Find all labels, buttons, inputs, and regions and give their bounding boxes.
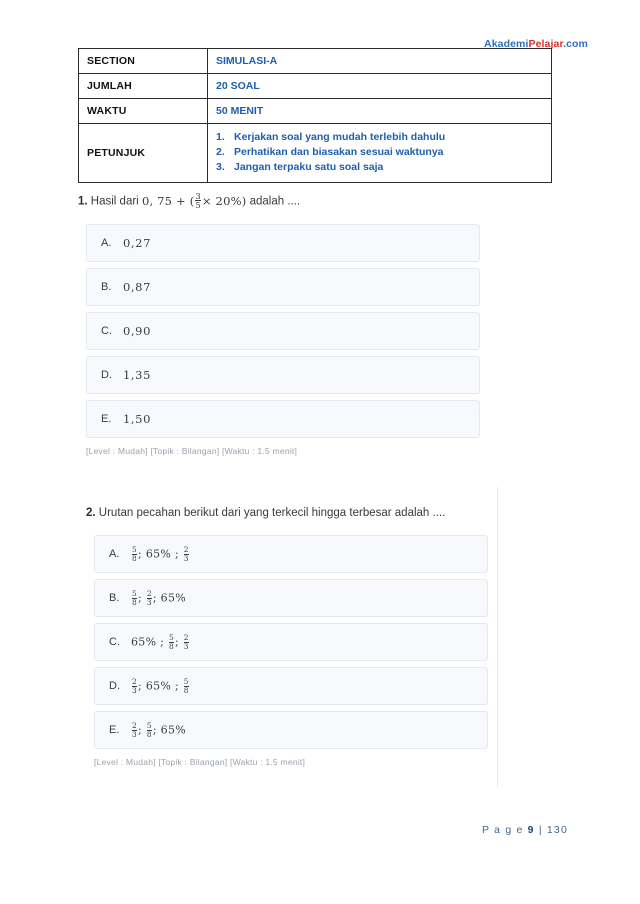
label-waktu: WAKTU	[79, 99, 208, 124]
fraction	[132, 590, 137, 607]
question-meta-2: [Level : Mudah] [Topik : Bilangan] [Waktu : 1.5 menit]	[94, 757, 306, 767]
label-jumlah: JUMLAH	[79, 74, 208, 99]
fraction-numerator: 5	[183, 676, 189, 686]
fraction	[184, 678, 189, 695]
instruction-list	[216, 130, 543, 175]
fraction-numerator: 5	[146, 720, 152, 730]
option-text: 0,87	[123, 279, 152, 294]
value-petunjuk	[208, 124, 552, 183]
footer-page-number: 9	[527, 824, 535, 836]
question-prompt-2	[86, 505, 552, 521]
fraction-numerator: 5	[132, 588, 138, 598]
list-item	[216, 130, 543, 145]
option-text	[131, 590, 186, 607]
option-e-q2[interactable]	[94, 711, 488, 749]
option-b-q2[interactable]	[94, 579, 488, 617]
math-part-b: × 20%)	[201, 193, 247, 208]
table-row-jumlah	[79, 74, 552, 99]
fraction	[184, 546, 189, 563]
fraction-denominator: 3	[183, 553, 189, 563]
question-number-2: 2.	[86, 507, 96, 519]
brand-part-2: Pelajar	[528, 38, 564, 50]
question-math-1	[141, 191, 247, 211]
fraction-numerator: 2	[146, 588, 152, 598]
question-prompt-post-1: adalah ....	[246, 195, 301, 208]
math-text: ; 65%	[152, 591, 186, 605]
fraction-numerator: 3	[195, 191, 201, 201]
option-letter: B.	[101, 280, 112, 293]
instruction-text: Perhatikan dan biasakan sesuai waktunya	[234, 146, 444, 158]
option-text	[131, 634, 190, 651]
value-section: SIMULASI-A	[208, 49, 552, 74]
option-a-q2[interactable]	[94, 535, 488, 573]
fraction-numerator: 2	[132, 676, 138, 686]
fraction	[132, 678, 137, 695]
math-part-a: 0, 75 + (	[141, 193, 195, 208]
option-c-q1[interactable]	[86, 312, 480, 350]
value-jumlah: 20 SOAL	[208, 74, 552, 99]
fraction-numerator: 2	[183, 544, 189, 554]
label-section: SECTION	[79, 49, 208, 74]
fraction-numerator: 2	[183, 632, 189, 642]
option-letter: E.	[109, 724, 120, 736]
brand-part-3: .com	[563, 38, 588, 50]
math-text: ;	[174, 635, 183, 649]
fraction-denominator: 8	[146, 729, 152, 739]
instruction-number: 3.	[216, 161, 225, 173]
table-row-section	[79, 49, 552, 74]
fraction	[147, 722, 152, 739]
list-item	[216, 145, 543, 160]
fraction	[169, 634, 174, 651]
page-footer	[482, 824, 568, 836]
value-waktu: 50 MENIT	[208, 99, 552, 124]
option-text: 0,90	[123, 323, 152, 338]
fraction-denominator: 3	[132, 729, 138, 739]
fraction-numerator: 2	[132, 720, 138, 730]
math-text: ;	[138, 723, 146, 737]
fraction	[147, 590, 152, 607]
instruction-text: Jangan terpaku satu soal saja	[234, 161, 384, 173]
option-letter: E.	[101, 412, 112, 425]
math-text: ;	[138, 591, 146, 605]
footer-label: P a g e	[482, 824, 524, 836]
option-text	[131, 546, 190, 563]
brand-part-1: Akademi	[484, 38, 529, 50]
fraction-denominator: 3	[146, 597, 152, 607]
question-block-1	[78, 192, 552, 456]
math-text: ; 65%	[152, 723, 186, 737]
math-text: ; 65% ;	[138, 547, 183, 561]
fraction-denominator: 8	[183, 685, 189, 695]
fraction-denominator: 8	[168, 641, 174, 651]
instruction-number: 2.	[216, 146, 225, 158]
instruction-number: 1.	[216, 131, 225, 143]
option-text: 0,27	[123, 235, 152, 250]
option-letter: A.	[101, 236, 112, 249]
footer-total-pages: 130	[546, 824, 568, 836]
option-d-q1[interactable]	[86, 356, 480, 394]
footer-separator: |	[538, 824, 543, 836]
question-prompt-1	[78, 192, 552, 210]
option-a-q1[interactable]	[86, 224, 480, 262]
option-letter: C.	[101, 324, 112, 337]
fraction	[195, 192, 200, 210]
option-letter: D.	[109, 680, 120, 692]
exam-info-table	[78, 48, 552, 183]
math-text: 65% ;	[131, 635, 168, 649]
option-text	[131, 678, 190, 695]
question-block-2	[78, 505, 552, 767]
fraction-denominator: 3	[183, 641, 189, 651]
option-letter: A.	[109, 548, 120, 560]
option-b-q1[interactable]	[86, 268, 480, 306]
fraction-denominator: 8	[132, 597, 138, 607]
fraction-denominator: 3	[132, 685, 138, 695]
option-letter: B.	[109, 592, 120, 604]
option-e-q1[interactable]	[86, 400, 480, 438]
option-d-q2[interactable]	[94, 667, 488, 705]
fraction-denominator: 5	[195, 200, 201, 211]
instruction-text: Kerjakan soal yang mudah terlebih dahulu	[234, 131, 446, 143]
math-text: ; 65% ;	[138, 679, 183, 693]
option-letter: D.	[101, 368, 112, 381]
table-row-waktu	[79, 99, 552, 124]
fraction	[132, 722, 137, 739]
option-text: 1,35	[123, 367, 152, 382]
option-text: 1,50	[123, 411, 152, 426]
fraction-denominator: 8	[132, 553, 138, 563]
label-petunjuk: PETUNJUK	[79, 124, 208, 183]
option-text	[131, 722, 186, 739]
option-letter: C.	[109, 636, 120, 648]
fraction	[132, 546, 137, 563]
fraction	[184, 634, 189, 651]
option-c-q2[interactable]	[94, 623, 488, 661]
question-prompt-text-2: Urutan pecahan berikut dari yang terkecil hingga terbesar adalah ....	[98, 507, 446, 519]
fraction-numerator: 5	[168, 632, 174, 642]
table-row-petunjuk	[79, 124, 552, 183]
list-item	[216, 160, 543, 175]
question-meta-1: [Level : Mudah] [Topik : Bilangan] [Waktu : 1.5 menit]	[86, 445, 298, 456]
question-prompt-pre-1: Hasil dari	[90, 195, 142, 208]
fraction-numerator: 5	[132, 544, 138, 554]
question-number-1: 1.	[78, 195, 88, 208]
